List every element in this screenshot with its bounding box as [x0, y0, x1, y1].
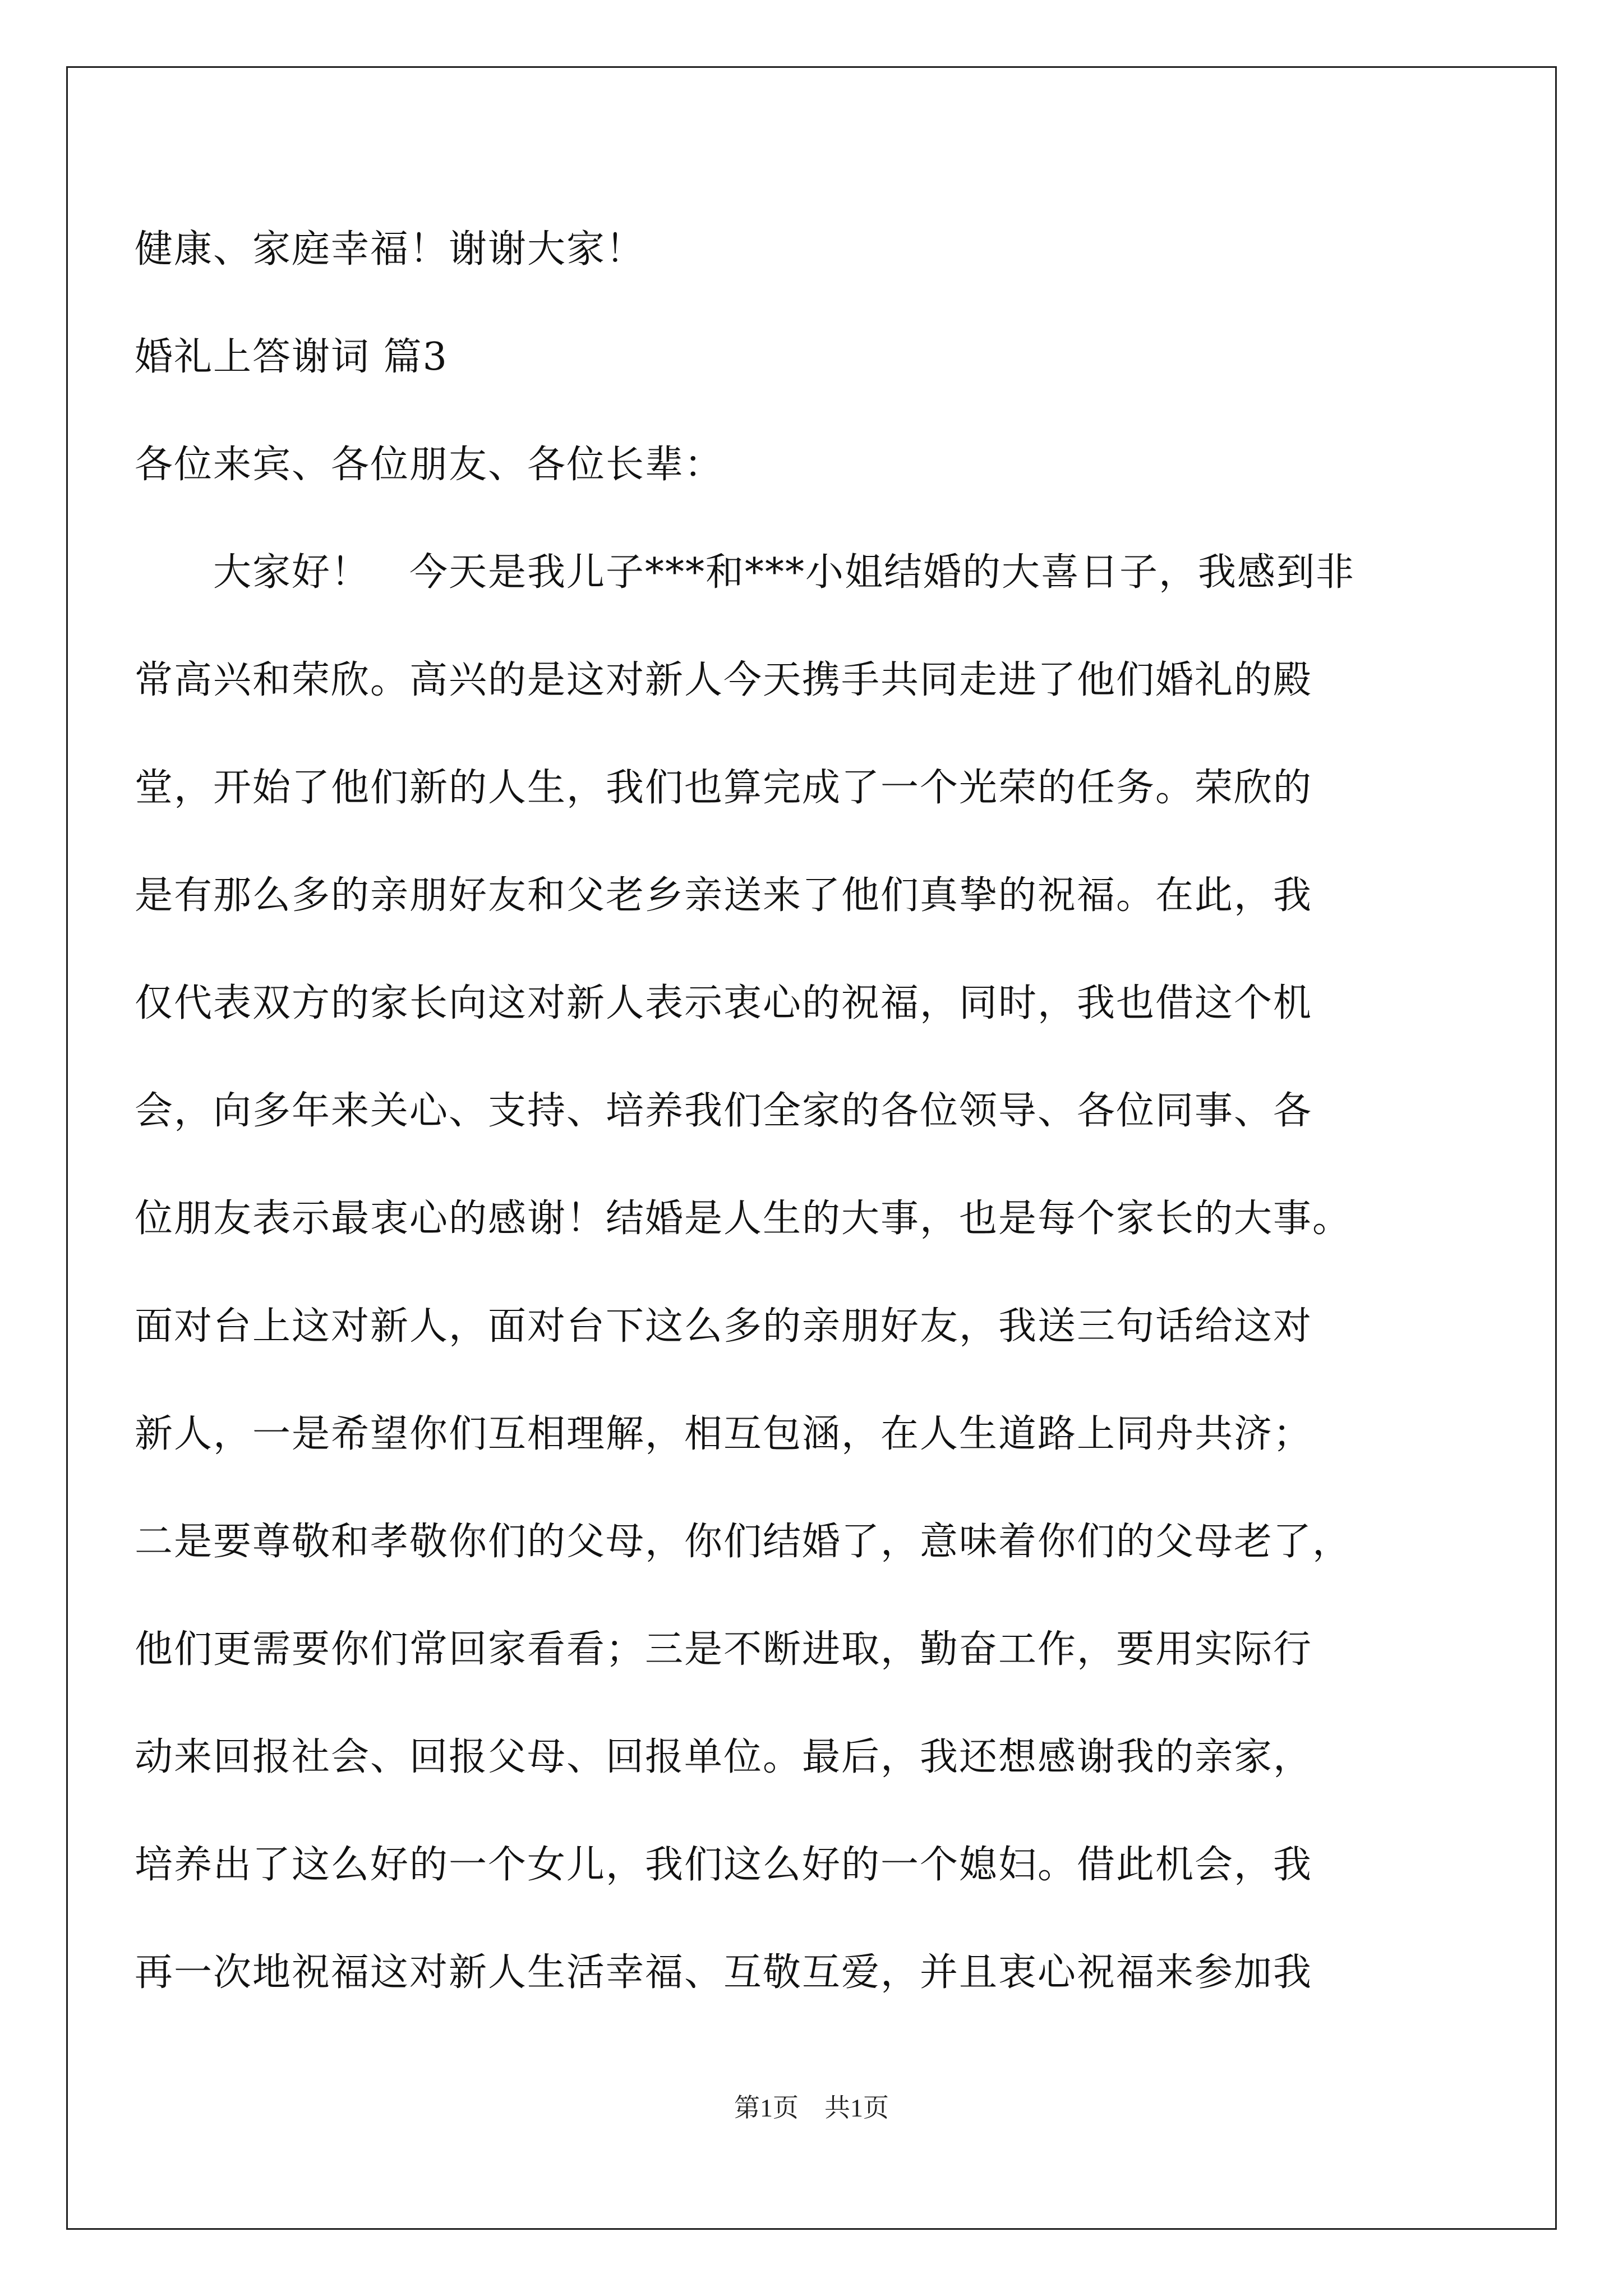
salutation-line: 各位来宾、各位朋友、各位长辈：	[135, 443, 724, 487]
page-number-footer: 第1页 共1页	[734, 2093, 889, 2122]
text-line: 再一次地祝福这对新人生活幸福、互敬互爱，并且衷心祝福来参加我	[135, 1950, 1313, 1995]
text-line: 培养出了这么好的一个女儿，我们这么好的一个媳妇。借此机会，我	[135, 1843, 1313, 1887]
text-line: 是有那么多的亲朋好友和父老乡亲送来了他们真挚的祝福。在此，我	[135, 873, 1313, 918]
text-line: 仅代表双方的家长向这对新人表示衷心的祝福，同时，我也借这个机	[135, 981, 1313, 1025]
text-line: 位朋友表示最衷心的感谢！结婚是人生的大事，也是每个家长的大事。	[135, 1197, 1352, 1241]
text-line: 面对台上这对新人，面对台下这么多的亲朋好友，我送三句话给这对	[135, 1304, 1313, 1349]
text-line: 动来回报社会、回报父母、回报单位。最后，我还想感谢我的亲家，	[135, 1735, 1313, 1779]
text-line: 常高兴和荣欣。高兴的是这对新人今天携手共同走进了他们婚礼的殿	[135, 658, 1313, 702]
text-line: 堂，开始了他们新的人生，我们也算完成了一个光荣的任务。荣欣的	[135, 766, 1313, 810]
page-border	[66, 66, 1557, 2230]
text-line: 健康、家庭幸福！谢谢大家！	[135, 227, 645, 272]
text-line: 二是要尊敬和孝敬你们的父母，你们结婚了，意味着你们的父母老了，	[135, 1520, 1352, 1564]
text-line: 会，向多年来关心、支持、培养我们全家的各位领导、各位同事、各	[135, 1089, 1313, 1133]
section-heading: 婚礼上答谢词 篇3	[135, 335, 448, 379]
text-line: 新人，一是希望你们互相理解，相互包涵，在人生道路上同舟共济；	[135, 1412, 1313, 1456]
text-line: 大家好！ 今天是我儿子***和***小姐结婚的大喜日子，我感到非	[135, 550, 1355, 595]
text-line: 他们更需要你们常回家看看；三是不断进取，勤奋工作，要用实际行	[135, 1627, 1313, 1672]
